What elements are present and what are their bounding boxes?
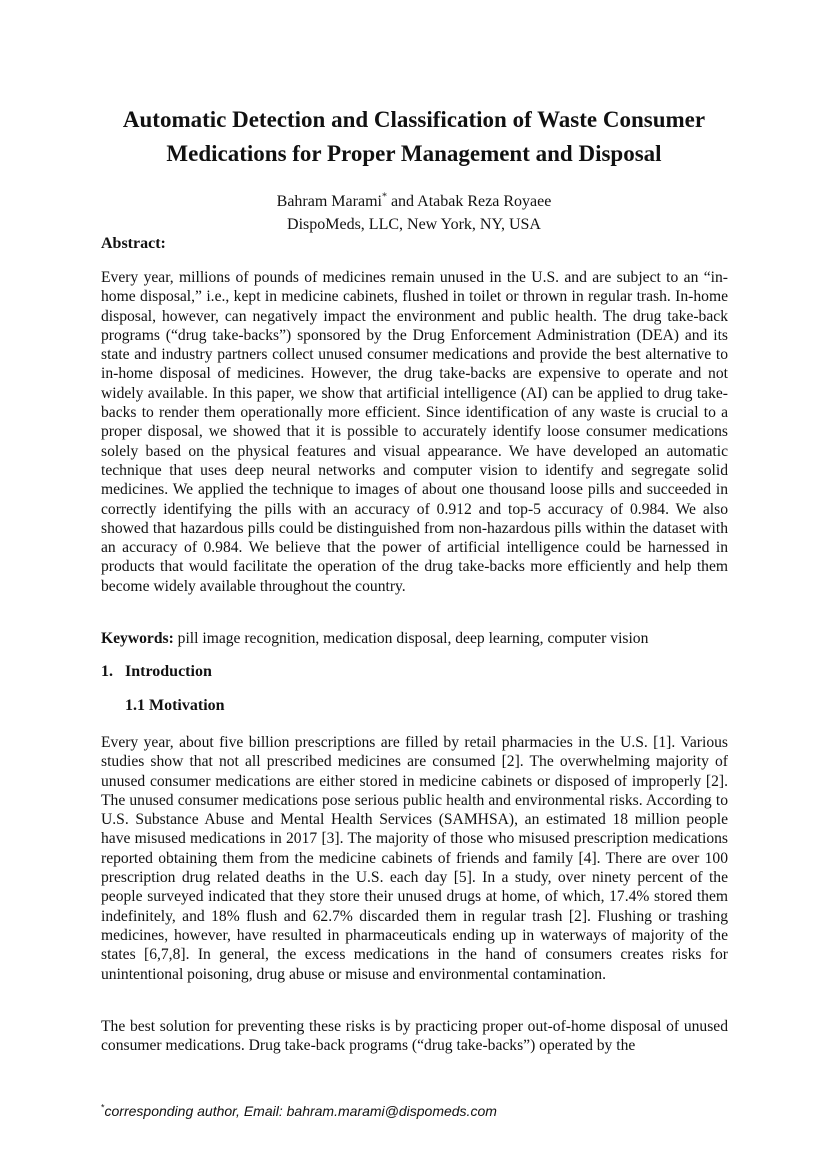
abstract-heading: Abstract: bbox=[101, 235, 166, 252]
intro-paragraph-1: Every year, about five billion prescriptions are filled by retail pharmacies in the U.S. [1]. Various studies show that not all prescribed medicines are consumed [2]. The overwhelming majority of unused consumer medications are either stored in medicine cabinets or disposed of improperly [2]. The unused consumer medications pose serious public health and environmental risks. According to U.S. Substance Abuse and Mental Health Services (SAMHSA), an estimated 18 million people have misused medications in 2017 [3]. The majority of those who misused prescription medications reported obtaining them from the medicine cabinets of friends and family [4]. There are over 100 prescription drug related deaths in the U.S. each day [5]. In a study, over ninety percent of the people surveyed indicated that they store their unused drugs at home, of which, 17.4% stored them indefinitely, and 18% flush and 62.7% discarded them in regular trash [2]. Flushing or trashing medicines, however, have resulted in pharmaceuticals ending up in waterways of majority of the states [6,7,8]. In general, the excess medications in the hand of consumers creates risks for unintentional poisoning, drug abuse or misuse and environmental contamination. bbox=[101, 734, 728, 983]
coauthor-name: and Atabak Reza Royaee bbox=[386, 193, 552, 210]
affiliation: DispoMeds, LLC, New York, NY, USA bbox=[287, 216, 541, 233]
corresponding-author-mark: * bbox=[381, 191, 387, 203]
footnote-text: corresponding author, Email: bahram.marami@dispomeds.com bbox=[104, 1103, 497, 1119]
author-name: Bahram Marami bbox=[276, 193, 382, 210]
author-list bbox=[0, 192, 828, 212]
keywords-label: Keywords: bbox=[101, 630, 174, 647]
footnote-mark: * bbox=[101, 1102, 105, 1113]
section-number: 1. bbox=[101, 663, 113, 680]
keywords-text: pill image recognition, medication disposal, deep learning, computer vision bbox=[173, 630, 649, 647]
paper-title: Automatic Detection and Classification of Waste Consumer Medications for Proper Management and Disposal bbox=[122, 107, 706, 166]
section-heading bbox=[101, 662, 212, 682]
subsection-heading: 1.1 Motivation bbox=[125, 697, 225, 714]
keywords-line bbox=[101, 629, 728, 648]
abstract-text: Every year, millions of pounds of medicines remain unused in the U.S. and are subject to an “in-home disposal,” i.e., kept in medicine cabinets, flushed in toilet or thrown in regular trash. In-home disposal, however, can negatively impact the environment and public health. The drug take-back programs (“drug take-backs”) sponsored by the Drug Enforcement Administration (DEA) and its state and industry partners collect unused consumer medications and provide the best alternative to in-home disposal of medicines. However, the drug take-backs are expensive to operate and not widely available. In this paper, we show that artificial intelligence (AI) can be applied to drug take-backs to render them operationally more efficient. Since identification of any waste is crucial to a proper disposal, we showed that it is possible to accurately identify loose consumer medications solely based on the physical features and visual appearance. We have developed an automatic technique that uses deep neural networks and computer vision to identify and segregate solid medicines. We applied the technique to images of about one thousand loose pills and succeeded in correctly identifying the pills with an accuracy of 0.912 and top-5 accuracy of 0.984. We also showed that hazardous pills could be distinguished from non-hazardous pills within the dataset with an accuracy of 0.984. We believe that the power of artificial intelligence could be harnessed in products that would facilitate the operation of the drug take-backs more efficiently and help them become widely available throughout the country. bbox=[101, 269, 728, 595]
section-title: Introduction bbox=[125, 663, 212, 680]
intro-paragraph-2: The best solution for preventing these risks is by practicing proper out-of-home disposal of unused consumer medications. Drug take-back programs (“drug take-backs”) operated by the bbox=[101, 1018, 728, 1055]
footnote bbox=[101, 1102, 497, 1120]
